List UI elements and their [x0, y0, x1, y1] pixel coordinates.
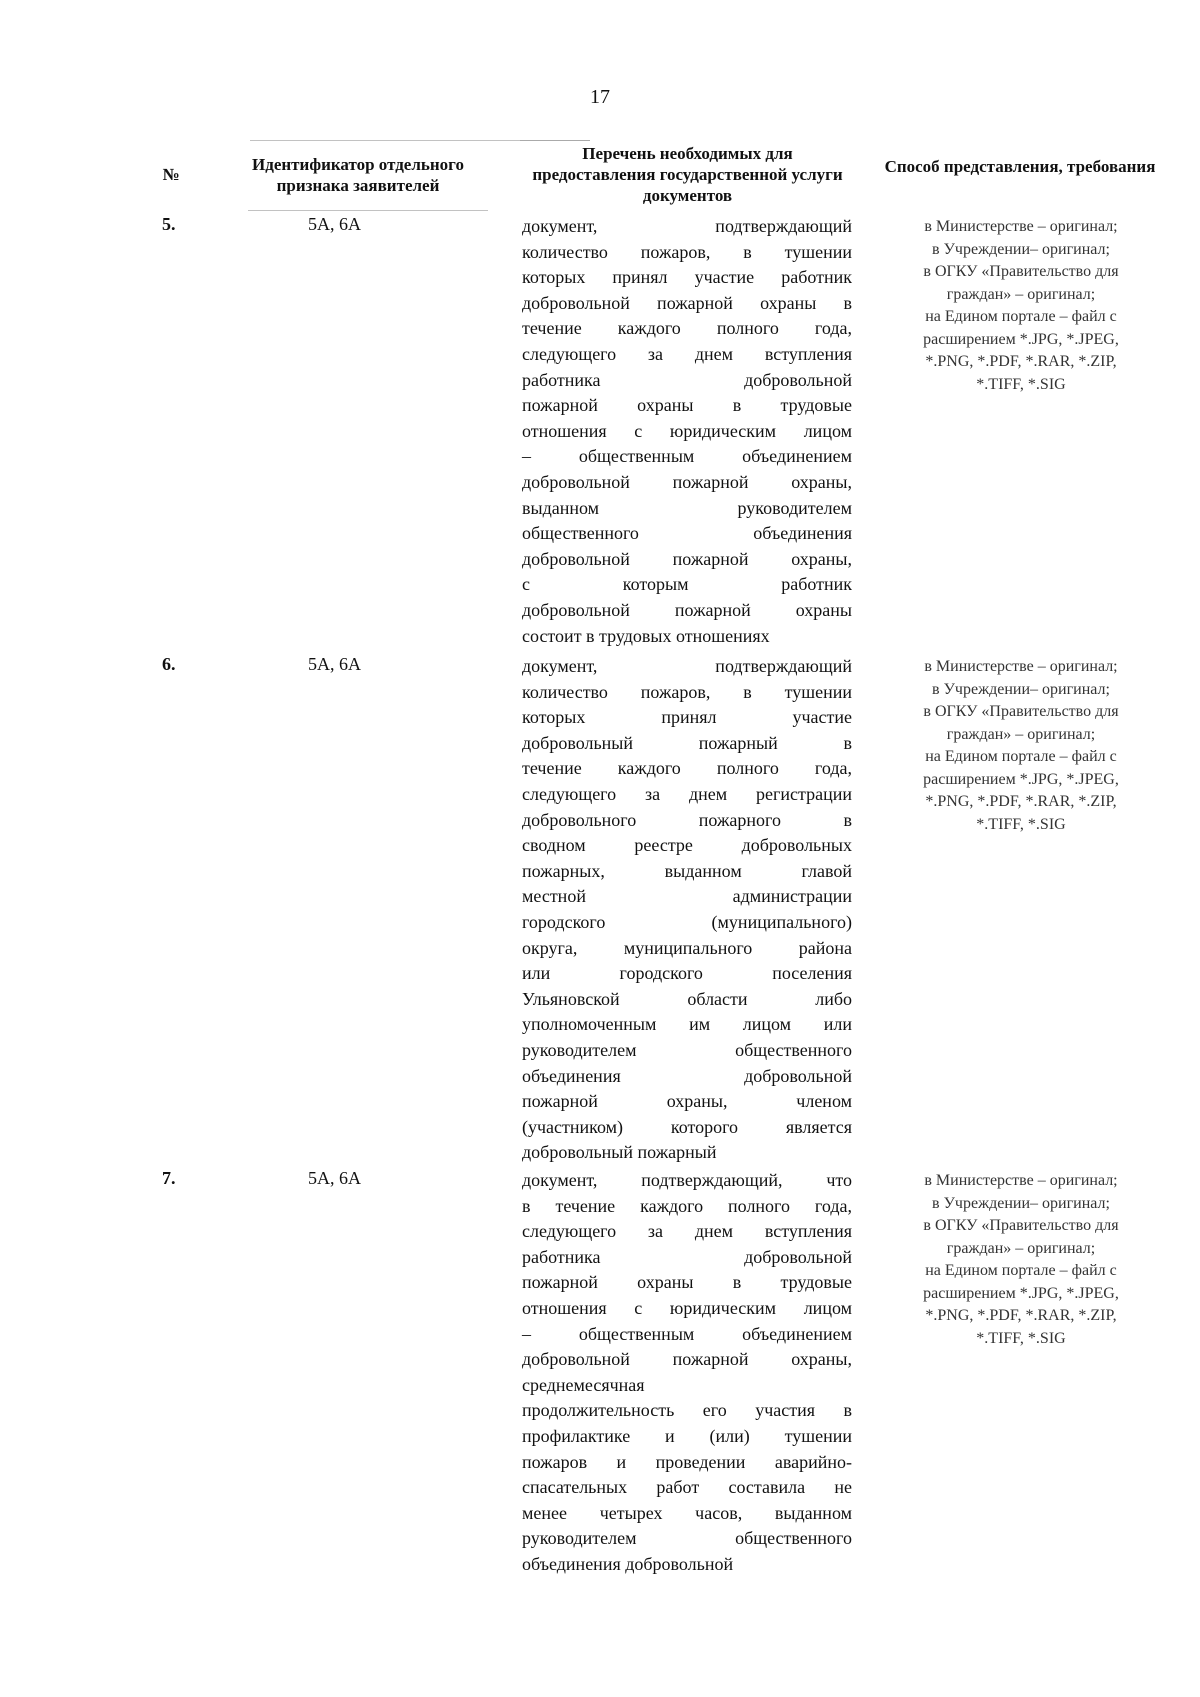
document-line: добровольной пожарной охраны в: [522, 292, 852, 313]
method-line: *.TIFF, *.SIG: [976, 375, 1066, 393]
document-line: объединения добровольной: [522, 1553, 734, 1574]
method-line: *.PNG, *.PDF, *.RAR, *.ZIP,: [925, 353, 1117, 370]
row-num: 7.: [162, 1168, 176, 1188]
document-line: документ, подтверждающий, что: [522, 1170, 852, 1190]
method-line: в ОГКУ «Правительство для: [923, 263, 1119, 280]
method-line: граждан» – оригинал;: [946, 725, 1096, 743]
method-line: на Едином портале – файл с: [925, 1262, 1117, 1279]
document-line: добровольный пожарный: [522, 1142, 717, 1163]
header-num: №: [162, 165, 180, 184]
document-line: добровольной пожарной охраны: [522, 599, 852, 620]
header-documents: Перечень необходимых для предоставления государственной услуги документов: [532, 144, 843, 205]
scan-line-header: [248, 210, 488, 211]
document-line: документ, подтверждающий: [522, 656, 852, 676]
document-line: (участником) которого является: [522, 1116, 852, 1137]
document-line: – общественным объединением: [522, 1323, 852, 1344]
method-line: граждан» – оригинал;: [946, 1239, 1096, 1257]
row-method: [876, 216, 1166, 396]
method-line: в Учреждении– оригинал;: [932, 1194, 1110, 1212]
row-method: [876, 656, 1166, 836]
document-line: работника добровольной: [522, 1246, 852, 1267]
scan-line-top-2: [520, 140, 590, 141]
document-line: Ульяновской области либо: [522, 988, 852, 1009]
document-line: добровольной пожарной охраны,: [522, 471, 852, 492]
document-line: добровольной пожарной охраны,: [522, 1349, 852, 1370]
method-line: расширением *.JPG, *.JPEG,: [923, 1284, 1119, 1302]
document-line: менее четырех часов, выданном: [522, 1502, 852, 1523]
document-line: пожаров и проведении аварийно-: [522, 1451, 852, 1472]
method-line: в Министерстве – оригинал;: [924, 218, 1118, 235]
row-method: [876, 1170, 1166, 1350]
document-line: в течение каждого полного года,: [522, 1195, 852, 1216]
document-line: – общественным объединением: [522, 446, 852, 467]
document-line: с которым работник: [522, 574, 852, 595]
document-line: руководителем общественного: [522, 1528, 852, 1549]
method-line: *.TIFF, *.SIG: [976, 815, 1066, 833]
method-line: на Едином портале – файл с: [925, 748, 1117, 765]
document-line: следующего за днем вступления: [522, 1221, 852, 1242]
header-method: Способ представления, требования: [884, 157, 1156, 176]
method-line: *.TIFF, *.SIG: [976, 1329, 1066, 1347]
method-line: расширением *.JPG, *.JPEG,: [923, 330, 1119, 348]
method-line: граждан» – оригинал;: [946, 285, 1096, 303]
document-line: среднемесячная: [522, 1374, 645, 1395]
header-identifier: Идентификатор отдельного признака заявителей: [252, 155, 464, 195]
document-line: следующего за днем вступления: [522, 343, 852, 364]
method-line: в Учреждении– оригинал;: [932, 240, 1110, 258]
document-line: количество пожаров, в тушении: [522, 681, 852, 702]
document-line: сводном реестре добровольных: [522, 835, 852, 856]
row-num: 5.: [162, 214, 176, 234]
page-number: 17: [590, 86, 610, 108]
document-line: пожарной охраны в трудовые: [522, 395, 852, 416]
document-line: которых принял участие: [522, 707, 852, 728]
method-line: в Учреждении– оригинал;: [932, 680, 1110, 698]
document-line: отношения с юридическим лицом: [522, 1297, 852, 1318]
document-line: округа, муниципального района: [522, 937, 852, 958]
method-line: в ОГКУ «Правительство для: [923, 703, 1119, 720]
row-documents: [522, 214, 852, 649]
method-line: на Едином портале – файл с: [925, 308, 1117, 325]
document-line: городского (муниципального): [522, 911, 852, 932]
document-line: течение каждого полного года,: [522, 318, 852, 339]
document-line: профилактике и (или) тушении: [522, 1425, 852, 1446]
row-identifier: 5А, 6А: [308, 654, 361, 674]
method-line: *.PNG, *.PDF, *.RAR, *.ZIP,: [925, 793, 1117, 810]
document-line: продолжительность его участия в: [522, 1400, 852, 1421]
document-line: добровольного пожарного в: [522, 809, 852, 830]
document-line: местной администрации: [522, 886, 852, 907]
document-line: общественного объединения: [522, 523, 852, 544]
method-line: в Министерстве – оригинал;: [924, 1172, 1118, 1189]
document-line: добровольной пожарной охраны,: [522, 548, 852, 569]
document-line: работника добровольной: [522, 369, 852, 390]
document-line: выданном руководителем: [522, 497, 852, 518]
document-line: которых принял участие работник: [522, 267, 852, 288]
document-line: добровольный пожарный в: [522, 732, 852, 753]
document-line: пожарной охраны, членом: [522, 1091, 852, 1112]
method-line: *.PNG, *.PDF, *.RAR, *.ZIP,: [925, 1307, 1117, 1324]
document-line: пожарной охраны в трудовые: [522, 1272, 852, 1293]
document-line: пожарных, выданном главой: [522, 860, 852, 881]
method-line: в ОГКУ «Правительство для: [923, 1217, 1119, 1234]
document-line: объединения добровольной: [522, 1065, 852, 1086]
document-line: документ, подтверждающий: [522, 216, 852, 236]
method-line: в Министерстве – оригинал;: [924, 658, 1118, 675]
document-line: уполномоченным им лицом или: [522, 1014, 852, 1035]
document-line: следующего за днем регистрации: [522, 783, 852, 804]
row-documents: [522, 1168, 852, 1578]
document-line: количество пожаров, в тушении: [522, 241, 852, 262]
document-line: спасательных работ составила не: [522, 1477, 852, 1498]
document-line: течение каждого полного года,: [522, 758, 852, 779]
row-num: 6.: [162, 654, 176, 674]
row-identifier: 5А, 6А: [308, 1168, 361, 1188]
row-documents: [522, 654, 852, 1166]
document-line: отношения с юридическим лицом: [522, 420, 852, 441]
row-identifier: 5А, 6А: [308, 214, 361, 234]
document-line: или городского поселения: [522, 963, 852, 984]
document-line: состоит в трудовых отношениях: [522, 625, 770, 646]
document-line: руководителем общественного: [522, 1039, 852, 1060]
method-line: расширением *.JPG, *.JPEG,: [923, 770, 1119, 788]
